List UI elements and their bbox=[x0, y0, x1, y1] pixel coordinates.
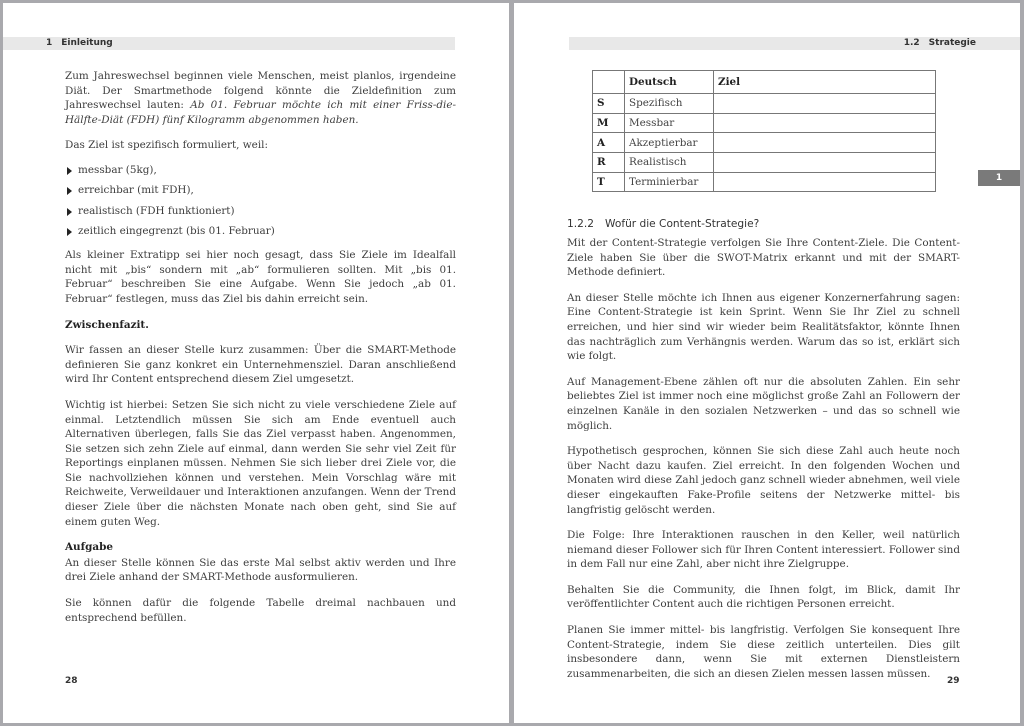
chapter-number: 1 bbox=[46, 38, 53, 48]
bullet-triangle-icon bbox=[67, 187, 72, 195]
deutsch-cell: Spezifisch bbox=[625, 94, 714, 114]
right-page bbox=[514, 3, 1020, 723]
ziel-cell bbox=[714, 113, 936, 133]
aufgabe-paragraph: An dieser Stelle können Sie das erste Mal selbst aktiv werden und Ihre drei Ziele anhand der SMART-Methode ausformulieren. bbox=[65, 556, 456, 584]
goal-example-italic: Ab 01. Februar möchte ich mit einer Friss-die-Hälfte-Diät (FDH) fünf Kilogramm abgenommen haben. bbox=[65, 99, 456, 126]
table-header-deutsch: Deutsch bbox=[625, 71, 714, 94]
table-row bbox=[593, 94, 936, 114]
left-body bbox=[65, 69, 456, 636]
page-number-left: 28 bbox=[65, 676, 78, 686]
paragraph: Die Folge: Ihre Interaktionen rauschen in den Keller, weil natürlich niemand dieser Follower sich für Ihren Content interessiert. Follower sind in dem Fall nur eine Zahl, aber nicht ihre Zielgruppe. bbox=[567, 529, 960, 571]
right-body bbox=[567, 217, 960, 692]
table-header-ziel: Ziel bbox=[714, 71, 936, 94]
table-row bbox=[593, 113, 936, 133]
page-number-right: 29 bbox=[947, 676, 960, 686]
smart-letter: R bbox=[593, 153, 625, 173]
section-number: 1.2 bbox=[903, 38, 920, 48]
deutsch-cell: Terminierbar bbox=[625, 172, 714, 192]
running-head-left bbox=[3, 37, 455, 50]
deutsch-cell: Realistisch bbox=[625, 153, 714, 173]
aufgabe-heading: Aufgabe bbox=[65, 541, 113, 554]
smart-letter: S bbox=[593, 94, 625, 114]
smart-letter: T bbox=[593, 172, 625, 192]
paragraph: Behalten Sie die Community, die Ihnen folgt, im Blick, damit Ihr veröffentlichter Content auch die richtigen Personen erreicht. bbox=[567, 583, 960, 611]
list-item: zeitlich eingegrenzt (bis 01. Februar) bbox=[65, 224, 456, 244]
table-row bbox=[593, 133, 936, 153]
bullet-triangle-icon bbox=[67, 167, 72, 175]
zwischenfazit-heading: Zwischenfazit. bbox=[65, 318, 149, 331]
closing-paragraph: Sie können dafür die folgende Tabelle dreimal nachbauen und entsprechend befüllen. bbox=[65, 597, 456, 624]
running-head-right bbox=[569, 37, 1020, 50]
table-row bbox=[593, 172, 936, 192]
zwischenfazit-paragraph: Wir fassen an dieser Stelle kurz zusammen: Über die SMART-Methode definieren Sie ganz konkret ein Unternehmensziel. Daran anschließend wird Ihr Content entsprechend diesem Ziel umgesetzt. bbox=[65, 344, 456, 386]
paragraph: Planen Sie immer mittel- bis langfristig. Verfolgen Sie konsequent Ihre Content-Strategie, indem Sie diese zeitlich unterteilen. Dies gilt insbesondere dann, wenn Sie mit externen Dienstleistern zusammenarbeiten, die sich an diesen Zielen messen lassen müssen. bbox=[567, 624, 960, 680]
criteria-list bbox=[65, 163, 456, 244]
ziel-cell bbox=[714, 94, 936, 114]
subsection-number: 1.2.2 bbox=[567, 218, 594, 230]
smart-letter: A bbox=[593, 133, 625, 153]
ziel-cell bbox=[714, 133, 936, 153]
section-heading bbox=[567, 217, 960, 231]
list-item: messbar (5kg), bbox=[65, 163, 456, 183]
table-header-row bbox=[593, 71, 936, 94]
list-item: realistisch (FDH funktioniert) bbox=[65, 204, 456, 224]
left-page bbox=[3, 3, 509, 723]
table-row bbox=[593, 153, 936, 173]
smart-letter: M bbox=[593, 113, 625, 133]
chapter-title: Einleitung bbox=[61, 38, 113, 48]
bullet-triangle-icon bbox=[67, 228, 72, 236]
paragraph: Mit der Content-Strategie verfolgen Sie Ihre Content-Ziele. Die Content-Ziele haben Sie über die SWOT-Matrix erkannt und mit der SMART-Methode definiert. bbox=[567, 237, 960, 279]
subsection-title: Wofür die Content-Strategie? bbox=[605, 218, 760, 230]
list-item: erreichbar (mit FDH), bbox=[65, 183, 456, 203]
chapter-thumb-tab: 1 bbox=[978, 170, 1020, 186]
smart-table bbox=[592, 70, 936, 192]
paragraph: An dieser Stelle möchte ich Ihnen aus eigener Konzernerfahrung sagen: Eine Content-Strategie ist kein Sprint. Wenn Sie Ihr Ziel zu schnell erreichen, und hier sind wir wieder beim Realitätsfaktor, könnte Ihnen das nachträglich zum Verhängnis werden. Warum das so ist, erklärt sich wie folgt. bbox=[567, 291, 960, 363]
ziel-cell bbox=[714, 153, 936, 173]
ziel-cell bbox=[714, 172, 936, 192]
paragraph: Hypothetisch gesprochen, können Sie sich diese Zahl auch heute noch über Nacht dazu kaufen. Ziel erreicht. In den folgenden Wochen und Monaten wird diese Zahl jedoch ganz schnell wieder abnehmen, weil viele dieser eingekauften Fake-Profile seitens der Netzwerke mittel- bis langfristig gelöscht werden. bbox=[567, 445, 960, 516]
intro-paragraph: Zum Jahreswechsel beginnen viele Menschen, meist planlos, irgendeine Diät. Der Smartmethode folgend könnte die Zieldefinition zum Jahreswechsel lauten: Ab 01. Februar möchte ich mit einer Friss-die-Hälfte-Diät (FDH) fünf Kilogramm abgenommen haben. bbox=[65, 70, 456, 126]
important-paragraph: Wichtig ist hierbei: Setzen Sie sich nicht zu viele verschiedene Ziele auf einmal. Letztendlich müssen Sie sich am Ende eventuell auch Alternativen überlegen, falls Sie das Ziel verpasst haben. Angenommen, Sie setzen sich zehn Ziele auf einmal, dann werden Sie sehr viel Zeit für Reportings einplanen müssen. Nehmen Sie sich lieber drei Ziele vor, die Sie nachvollziehen können und verstehen. Mein Vorschlag wäre mit Reichweite, Verweildauer und Interaktionen anzufangen. Wenn der Trend dieser Ziele über die nächsten Monate nach oben geht, sind Sie auf einem guten Weg. bbox=[65, 398, 456, 528]
deutsch-cell: Akzeptierbar bbox=[625, 133, 714, 153]
tip-paragraph: Als kleiner Extratipp sei hier noch gesagt, dass Sie Ziele im Idealfall nicht mit „bis“ sondern mit „ab“ formulieren sollten. Mit „bis 01. Februar“ beschreiben Sie eine Aufgabe. Wenn Sie jedoch „ab 01. Februar“ festlegen, muss das Ziel bis dahin erreicht sein. bbox=[65, 249, 456, 305]
list-intro: Das Ziel ist spezifisch formuliert, weil: bbox=[65, 139, 268, 152]
paragraph: Auf Management-Ebene zählen oft nur die absoluten Zahlen. Ein sehr beliebtes Ziel ist immer noch eine möglichst große Zahl an Followern der einzelnen Kanäle in den sozialen Netzwerken – und das so schnell wie möglich. bbox=[567, 375, 960, 432]
section-title: Strategie bbox=[928, 38, 976, 48]
bullet-triangle-icon bbox=[67, 208, 72, 216]
table-header-empty bbox=[593, 71, 625, 94]
deutsch-cell: Messbar bbox=[625, 113, 714, 133]
